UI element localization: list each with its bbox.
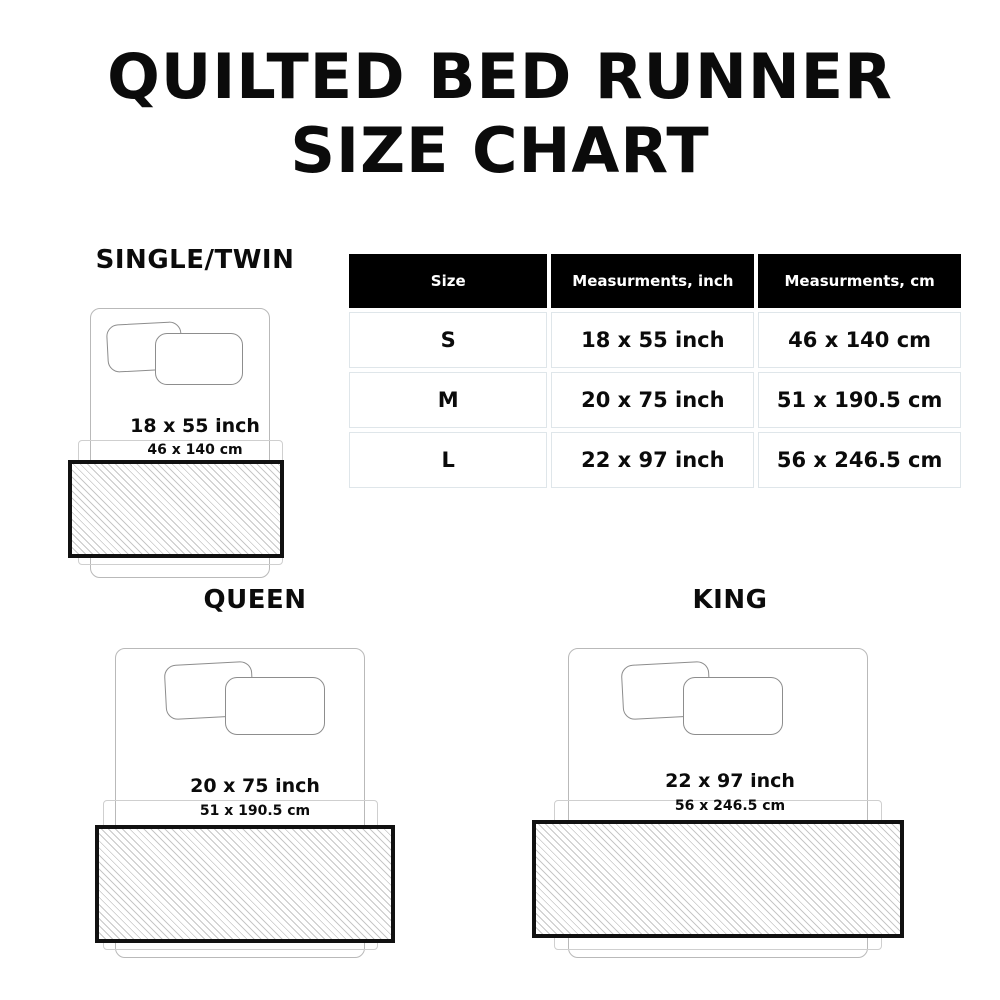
bed-diagram-queen xyxy=(85,585,425,945)
cell-inch-l: 22 x 97 inch xyxy=(551,432,754,488)
bed-diagram-king xyxy=(540,585,920,945)
dimension-cm-queen: 51 x 190.5 cm xyxy=(199,803,311,819)
table-header-row xyxy=(349,254,961,308)
header-measurements-cm: Measurments, cm xyxy=(758,254,961,308)
table-row xyxy=(349,432,961,488)
cell-cm-m: 51 x 190.5 cm xyxy=(758,372,961,428)
bed-canvas-queen xyxy=(85,615,425,945)
cell-inch-s: 18 x 55 inch xyxy=(551,312,754,368)
cell-size-l: L xyxy=(349,432,547,488)
dimension-inch-single-twin: 18 x 55 inch xyxy=(130,415,260,437)
cell-cm-l: 56 x 246.5 cm xyxy=(758,432,961,488)
bed-canvas-king xyxy=(540,615,920,945)
pillow-front xyxy=(225,677,325,735)
dimension-cm-king: 56 x 246.5 cm xyxy=(674,798,786,814)
bed-runner xyxy=(95,825,395,943)
size-chart-table xyxy=(345,250,965,492)
pillow-front xyxy=(683,677,783,735)
cell-size-m: M xyxy=(349,372,547,428)
header-measurements-inch: Measurments, inch xyxy=(551,254,754,308)
title-line-1: QUILTED BED RUNNER xyxy=(107,40,893,113)
bed-label-queen: QUEEN xyxy=(203,585,307,615)
cell-inch-m: 20 x 75 inch xyxy=(551,372,754,428)
dimension-inch-queen: 20 x 75 inch xyxy=(190,775,320,797)
bed-runner xyxy=(68,460,284,558)
cell-size-s: S xyxy=(349,312,547,368)
dimension-inch-king: 22 x 97 inch xyxy=(665,770,795,792)
bed-runner xyxy=(532,820,904,938)
bed-label-king: KING xyxy=(692,585,768,615)
cell-cm-s: 46 x 140 cm xyxy=(758,312,961,368)
page-title xyxy=(0,40,1000,188)
bed-label-single-twin: SINGLE/TWIN xyxy=(95,245,295,275)
bed-canvas-single-twin xyxy=(60,275,330,575)
pillow-front xyxy=(155,333,243,385)
dimension-cm-single-twin: 46 x 140 cm xyxy=(147,442,243,458)
header-size: Size xyxy=(349,254,547,308)
bed-diagram-single-twin xyxy=(60,245,330,575)
table-row xyxy=(349,312,961,368)
title-line-2: SIZE CHART xyxy=(290,114,710,187)
table-row xyxy=(349,372,961,428)
